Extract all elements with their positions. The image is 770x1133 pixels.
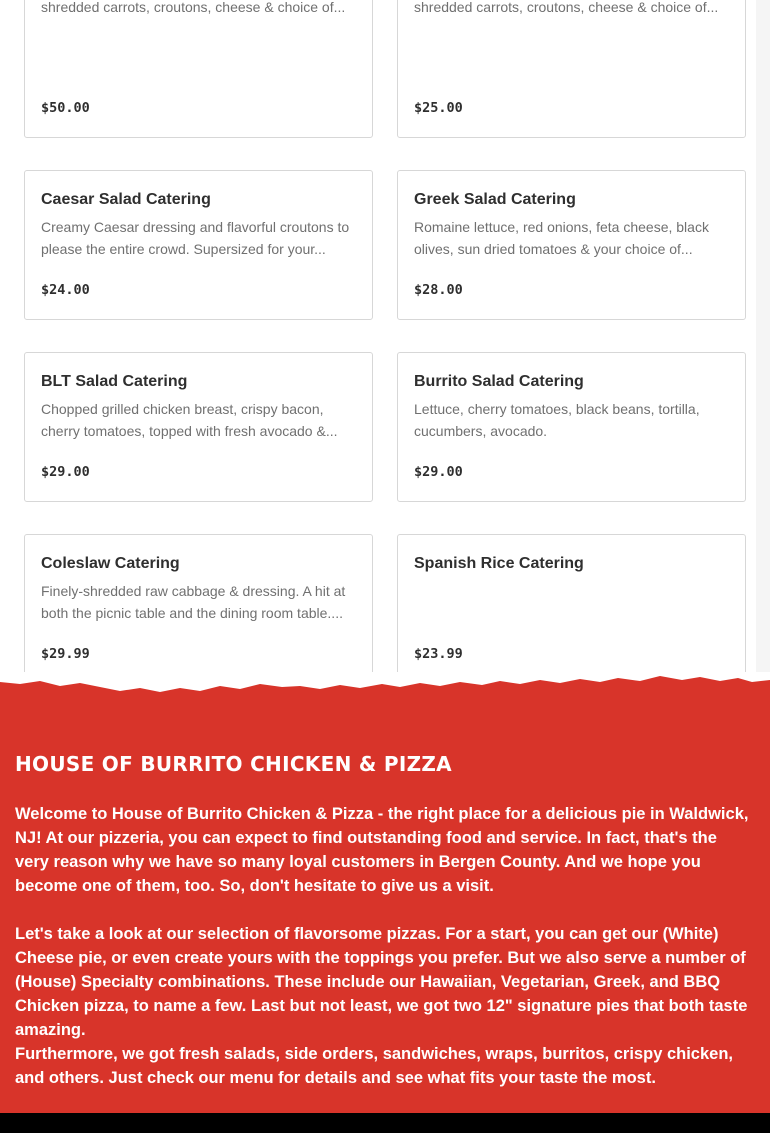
menu-item-description: shredded carrots, croutons, cheese & choice of... (414, 0, 719, 15)
torn-edge-divider (0, 672, 770, 696)
menu-item-price: $29.00 (414, 464, 463, 480)
menu-items-grid (24, 0, 746, 684)
about-paragraph: Furthermore, we got fresh salads, side orders, sandwiches, wraps, burritos, crispy chicken, and others. Just check our menu for details and see what fits your taste the most. (15, 1045, 733, 1087)
menu-item-price: $29.99 (41, 646, 90, 662)
menu-item-card[interactable] (24, 0, 373, 138)
menu-item-price: $23.99 (414, 646, 463, 662)
about-paragraph: Let's take a look at our selection of flavorsome pizzas. For a start, you can get our (White) Cheese pie, or even create yours with the toppings you prefer. But we also serve a number of (House) Specialty combinations. These include our Hawaiian, Vegetarian, Greek, and BBQ Chicken pizza, to name a few. Last but not least, we got two 12" signature pies that both taste amazing. (15, 925, 748, 1039)
menu-item-card[interactable] (397, 352, 746, 502)
menu-item-name: Burrito Salad Catering (414, 373, 584, 390)
menu-item-price: $25.00 (414, 100, 463, 116)
menu-item-name: Caesar Salad Catering (41, 191, 211, 208)
menu-item-description: shredded carrots, croutons, cheese & choice of... (41, 0, 346, 15)
menu-item-description: Creamy Caesar dressing and flavorful croutons to please the entire crowd. Supersized for your... (41, 219, 350, 257)
menu-item-name: Greek Salad Catering (414, 191, 576, 208)
menu-item-card[interactable] (24, 534, 373, 684)
menu-item-description: Chopped grilled chicken breast, crispy bacon, cherry tomatoes, topped with fresh avocado &... (41, 401, 338, 439)
about-paragraph: Welcome to House of Burrito Chicken & Pizza - the right place for a delicious pie in Waldwick, NJ! At our pizzeria, you can expect to find outstanding food and service. In fact, that's the very reason why we have so many loyal customers in Bergen County. And we hope you become one of them, too. So, don't hesitate to give us a visit. (15, 805, 749, 895)
menu-item-price: $29.00 (41, 464, 90, 480)
menu-item-description: Lettuce, cherry tomatoes, black beans, tortilla, cucumbers, avocado. (414, 401, 700, 439)
menu-item-price: $24.00 (41, 282, 90, 298)
about-section (0, 672, 770, 1113)
menu-item-card[interactable] (24, 352, 373, 502)
menu-item-description: Romaine lettuce, red onions, feta cheese, black olives, sun dried tomatoes & your choice of... (414, 219, 709, 257)
menu-item-description: Finely-shredded raw cabbage & dressing. A hit at both the picnic table and the dining room table.... (41, 583, 346, 621)
footer-bar (0, 1113, 770, 1133)
menu-item-price: $28.00 (414, 282, 463, 298)
menu-item-name: BLT Salad Catering (41, 373, 188, 390)
menu-item-name: Coleslaw Catering (41, 555, 180, 572)
menu-item-name: Spanish Rice Catering (414, 555, 584, 572)
menu-item-card[interactable] (397, 0, 746, 138)
menu-item-card[interactable] (397, 170, 746, 320)
about-title: HOUSE OF BURRITO CHICKEN & PIZZA (15, 752, 452, 776)
menu-item-card[interactable] (397, 534, 746, 684)
menu-item-card[interactable] (24, 170, 373, 320)
menu-item-price: $50.00 (41, 100, 90, 116)
